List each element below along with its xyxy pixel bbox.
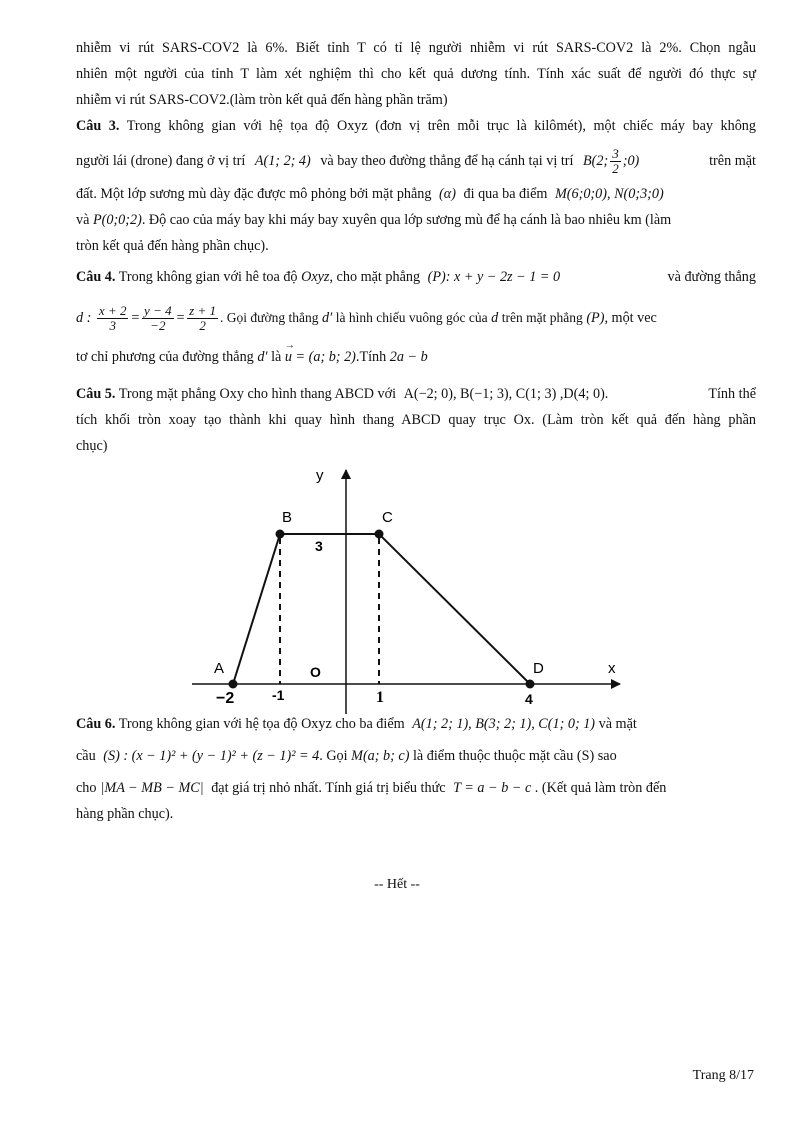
- q4-text-1b: , cho mặt phẳng: [329, 269, 421, 285]
- question-5: [76, 381, 756, 459]
- q6-vector-expression: |MA − MB − MC|: [100, 780, 204, 796]
- q6-points: A(1; 2; 1), B(3; 2; 1), C(1; 0; 1): [412, 716, 596, 732]
- question-4: [76, 264, 756, 290]
- q6-text-2b: . Gọi: [319, 748, 348, 764]
- q3-line-2: [76, 145, 756, 177]
- q3-point-n: N(0;3;0): [614, 186, 664, 202]
- label-a: A: [214, 660, 225, 677]
- q4-text-2a: . Gọi đường thẳng: [220, 310, 319, 325]
- q5-text-3: chục): [76, 438, 108, 454]
- q3-text-5: tròn kết quả đến hàng phần chục).: [76, 238, 269, 254]
- q6-t-expression: T = a − b − c: [453, 780, 532, 796]
- tick-label-1: 1: [376, 689, 384, 706]
- q6-text-4: hàng phần chục).: [76, 806, 174, 822]
- tick-label-3: 3: [315, 538, 323, 554]
- q6-line-2: [76, 743, 756, 769]
- q3-line-1: [76, 113, 756, 139]
- q6-text-3b: đạt giá trị nhỏ nhất. Tính giá trị biểu thức: [211, 780, 446, 796]
- q4-line-2: [76, 298, 756, 338]
- q4-line-d: d : $\frac{x + 2}{3}$ = $\frac{y - 4}{-2}$ = $\frac{z + 1}{2}$: [76, 303, 217, 334]
- tick-label-4: 4: [525, 691, 533, 707]
- x-axis-label: x: [608, 660, 616, 677]
- q6-line-3: [76, 775, 756, 827]
- q4-text-3b: là: [271, 349, 282, 365]
- q4-text-2d: , một vec: [604, 310, 657, 326]
- q6-text-3a: cho: [76, 780, 97, 796]
- q6-text-1b: và mặt: [598, 716, 637, 732]
- q4-label: Câu 4.: [76, 269, 116, 285]
- origin-label: O: [310, 664, 321, 680]
- intro-line-1: nhiễm vi rút SARS-COV2 là 6%. Biết tỉnh T có tỉ lệ người nhiễm vi rút SARS-COV2 là 2%. Chọn ngẫu: [76, 40, 756, 56]
- q4-d: d: [491, 310, 499, 326]
- q4-dprime-2: d′: [257, 349, 268, 365]
- q4-text-1c: và đường thẳng: [667, 269, 756, 285]
- q5-text-1a: Trong mặt phẳng Oxy cho hình thang ABCD với: [118, 386, 397, 402]
- q4-text-3a: tơ chỉ phương của đường thẳng: [76, 349, 254, 365]
- end-marker: -- Hết --: [374, 877, 420, 892]
- q3-text-2a: người lái (drone) đang ở vị trí: [76, 153, 246, 169]
- q3-text-1: Trong không gian với hệ tọa độ Oxyz (đơn vị trên mỗi trục là kilômét), một chiếc máy bay không: [126, 118, 756, 134]
- q5-text-1b: Tính thể: [708, 386, 756, 402]
- q4-line-3: [76, 344, 756, 370]
- q4-text-2c: trên mặt phẳng: [501, 310, 583, 325]
- edge-cd: [379, 534, 530, 684]
- trapezoid-figure: [180, 458, 630, 716]
- tick-label-minus-1: -1: [272, 687, 285, 703]
- q3-text-2b: và bay theo đường thẳng để hạ cánh tại vị trí: [320, 153, 574, 169]
- q4-oxyz: Oxyz: [301, 269, 330, 285]
- q4-vector-u: → u = (a; b; 2): [285, 349, 356, 365]
- q4-plane-equation: (P): x + y − 2z − 1 = 0: [427, 269, 561, 285]
- q3-point-p: P(0;0;2): [92, 212, 142, 228]
- point-a: [229, 680, 238, 689]
- point-b: [276, 530, 285, 539]
- question-3: [76, 113, 756, 139]
- q3-text-4b: . Độ cao của máy bay khi máy bay xuyên qua lớp sương mù để hạ cánh là bao nhiêu km (làm: [141, 212, 672, 228]
- label-b: B: [282, 509, 293, 526]
- q6-text-2a: cầu: [76, 748, 96, 764]
- q3-point-a: A(1; 2; 4): [254, 153, 311, 169]
- label-c: C: [382, 509, 393, 526]
- question-6: [76, 711, 756, 737]
- q3-text-3a: đất. Một lớp sương mù dày đặc được mô phỏng bởi mặt phẳng: [76, 186, 432, 202]
- q5-points: A(−2; 0), B(−1; 3), C(1; 3) ,D(4; 0).: [403, 386, 609, 402]
- q4-expression: 2a − b: [389, 349, 428, 365]
- q5-label: Câu 5.: [76, 386, 116, 402]
- q3-text-4a: và: [76, 212, 90, 228]
- q3-text-2c: trên mặt: [709, 153, 756, 169]
- q4-text-1a: Trong không gian với hê toa độ: [118, 269, 298, 285]
- page-number: Trang 8/17: [692, 1068, 754, 1083]
- intro-paragraph: [76, 35, 756, 113]
- q4-dprime: d′: [322, 310, 333, 326]
- point-d: [526, 680, 535, 689]
- q6-point-m: M(a; b; c): [351, 748, 410, 764]
- intro-line-2: nhiên một người của tỉnh T làm xét nghiệm thì cho kết quả dương tính. Tính xác suất để người đó thực sự: [76, 66, 756, 82]
- q4-text-3c: .Tính: [355, 349, 387, 365]
- q6-label: Câu 6.: [76, 716, 116, 732]
- q3-text-3b: đi qua ba điểm: [463, 186, 548, 202]
- label-d: D: [533, 660, 544, 677]
- q4-text-2b: là hình chiếu vuông góc của: [335, 310, 488, 325]
- y-axis-label: y: [316, 467, 324, 484]
- q3-alpha: (α): [439, 186, 456, 202]
- q6-text-2c: là điểm thuộc thuộc mặt cầu (S) sao: [412, 748, 617, 764]
- q5-text-2: tích khối tròn xoay tạo thành khi quay hình thang ABCD quay trục Ox. (Làm tròn kết quả đến hàng phần: [76, 412, 756, 428]
- q3-point-b: B(2; $\frac{3}{2}$ ;0): [583, 146, 640, 177]
- q3-line-3: đất. Một lớp sương mù dày đặc được mô phỏng bởi mặt phẳng (α) đi qua ba điểm M(6;0;0), N(0;3;0) và P(0;0;2). Độ cao của máy bay khi máy bay xuyên qua lớp sương mù để hạ cánh là bao nhiêu km (làm tròn kết quả đến hàng phần chục).: [76, 181, 756, 259]
- q4-p: (P): [586, 310, 605, 326]
- tick-label-minus-2: −2: [216, 690, 235, 707]
- intro-line-3: nhiễm vi rút SARS-COV2.(làm tròn kết quả đến hàng phần trăm): [76, 92, 448, 108]
- q6-text-3c: . (Kết quả làm tròn đến: [534, 780, 667, 796]
- point-c: [375, 530, 384, 539]
- q3-label: Câu 3.: [76, 118, 120, 134]
- q6-sphere-equation: (S) : (x − 1)² + (y − 1)² + (z − 1)² = 4: [103, 748, 320, 764]
- q3-point-m: M(6;0;0): [554, 186, 607, 202]
- edge-ab: [233, 534, 280, 684]
- q6-text-1a: Trong không gian với hệ tọa độ Oxyz cho ba điểm: [118, 716, 405, 732]
